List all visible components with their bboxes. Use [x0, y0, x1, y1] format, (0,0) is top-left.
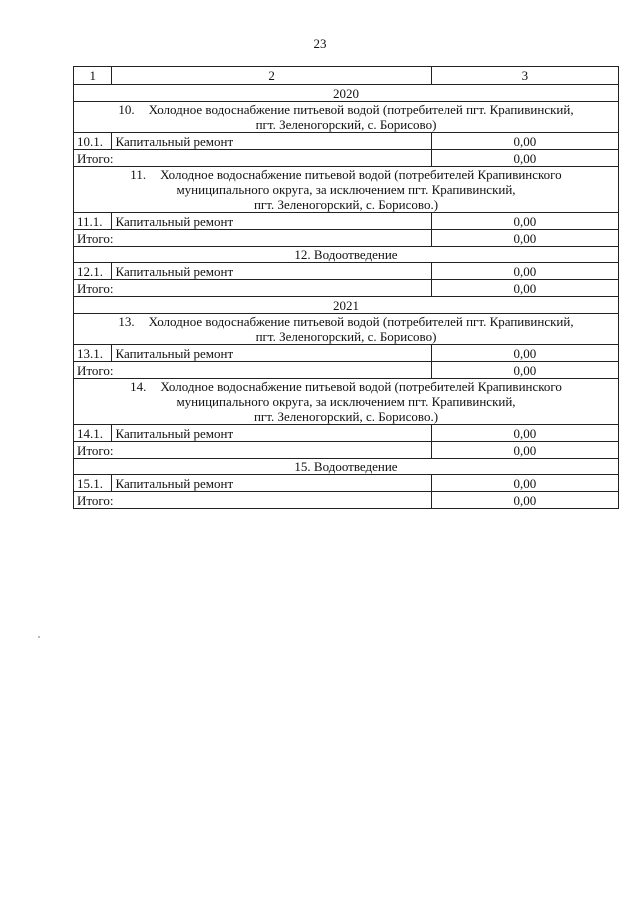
row-value: 0,00	[431, 345, 618, 362]
table-header-row	[74, 67, 619, 85]
total-value: 0,00	[431, 230, 618, 247]
table-row	[74, 263, 619, 280]
scan-speck	[38, 636, 40, 638]
row-value: 0,00	[431, 425, 618, 442]
year-row	[74, 297, 619, 314]
section-heading-row	[74, 102, 619, 133]
section-heading	[74, 167, 619, 213]
total-row	[74, 150, 619, 167]
section-heading-text: Холодное водоснабжение питьевой водой (потребителей Крапивинского	[160, 167, 562, 182]
header-col-3: 3	[431, 67, 618, 85]
section-heading	[74, 314, 619, 345]
section-heading-text: Холодное водоснабжение питьевой водой (потребителей пгт. Крапивинский,	[148, 314, 574, 329]
table-row	[74, 213, 619, 230]
section-heading-text: муниципального округа, за исключением пгт. Крапивинский,	[176, 182, 516, 197]
section-heading-line	[77, 182, 615, 197]
section-heading-row	[74, 379, 619, 425]
section-heading	[74, 379, 619, 425]
row-value: 0,00	[431, 263, 618, 280]
row-label: Капитальный ремонт	[112, 213, 431, 230]
section-heading-line	[77, 379, 615, 394]
section-heading-line	[77, 314, 615, 329]
section-heading-row	[74, 247, 619, 263]
row-number: 13.1.	[74, 345, 112, 362]
section-heading-line	[77, 167, 615, 182]
row-value: 0,00	[431, 133, 618, 150]
total-label: Итого:	[74, 442, 432, 459]
table-row	[74, 425, 619, 442]
section-heading-line	[77, 197, 615, 212]
total-row	[74, 230, 619, 247]
total-value: 0,00	[431, 362, 618, 379]
section-heading-line	[77, 329, 615, 344]
section-heading-text: пгт. Зеленогорский, с. Борисово)	[255, 329, 437, 344]
row-label: Капитальный ремонт	[112, 345, 431, 362]
row-number: 14.1.	[74, 425, 112, 442]
table-body	[74, 67, 619, 509]
section-heading-text: муниципального округа, за исключением пгт. Крапивинский,	[176, 394, 516, 409]
row-value: 0,00	[431, 475, 618, 492]
section-heading-row	[74, 167, 619, 213]
total-value: 0,00	[431, 442, 618, 459]
section-heading-line	[77, 409, 615, 424]
total-label: Итого:	[74, 280, 432, 297]
row-number: 10.1.	[74, 133, 112, 150]
total-label: Итого:	[74, 150, 432, 167]
section-heading-line	[77, 117, 615, 132]
section-number: 14.	[130, 379, 147, 394]
row-number: 15.1.	[74, 475, 112, 492]
total-label: Итого:	[74, 230, 432, 247]
total-row	[74, 280, 619, 297]
section-heading-text: Холодное водоснабжение питьевой водой (потребителей пгт. Крапивинский,	[148, 102, 574, 117]
header-col-2: 2	[112, 67, 431, 85]
section-heading	[74, 459, 619, 475]
row-label: Капитальный ремонт	[112, 133, 431, 150]
page-number: 23	[313, 36, 327, 51]
total-value: 0,00	[431, 150, 618, 167]
section-heading-line	[77, 459, 615, 474]
section-heading-text: Холодное водоснабжение питьевой водой (потребителей Крапивинского	[160, 379, 562, 394]
section-number: 13.	[118, 314, 135, 329]
row-label: Капитальный ремонт	[112, 263, 431, 280]
year-label: 2020	[74, 85, 619, 102]
section-number: 11.	[130, 167, 147, 182]
table-row	[74, 345, 619, 362]
year-label: 2021	[74, 297, 619, 314]
repair-plan-table	[73, 66, 619, 509]
row-label: Капитальный ремонт	[112, 475, 431, 492]
section-heading-line	[77, 102, 615, 117]
section-heading	[74, 247, 619, 263]
section-heading-text: пгт. Зеленогорский, с. Борисово.)	[253, 197, 439, 212]
header-col-1: 1	[74, 67, 112, 85]
year-row	[74, 85, 619, 102]
total-label: Итого:	[74, 362, 432, 379]
table-row	[74, 133, 619, 150]
section-heading-text: пгт. Зеленогорский, с. Борисово.)	[253, 409, 439, 424]
total-value: 0,00	[431, 492, 618, 509]
total-value: 0,00	[431, 280, 618, 297]
section-heading	[74, 102, 619, 133]
section-heading-text: 12. Водоотведение	[294, 247, 398, 262]
total-row	[74, 362, 619, 379]
row-number: 12.1.	[74, 263, 112, 280]
section-heading-text: 15. Водоотведение	[294, 459, 398, 474]
total-label: Итого:	[74, 492, 432, 509]
section-heading-row	[74, 314, 619, 345]
section-heading-line	[77, 247, 615, 262]
section-number: 10.	[118, 102, 135, 117]
section-heading-line	[77, 394, 615, 409]
section-heading-text: пгт. Зеленогорский, с. Борисово)	[255, 117, 437, 132]
row-value: 0,00	[431, 213, 618, 230]
row-label: Капитальный ремонт	[112, 425, 431, 442]
total-row	[74, 442, 619, 459]
row-number: 11.1.	[74, 213, 112, 230]
section-heading-row	[74, 459, 619, 475]
table-row	[74, 475, 619, 492]
total-row	[74, 492, 619, 509]
